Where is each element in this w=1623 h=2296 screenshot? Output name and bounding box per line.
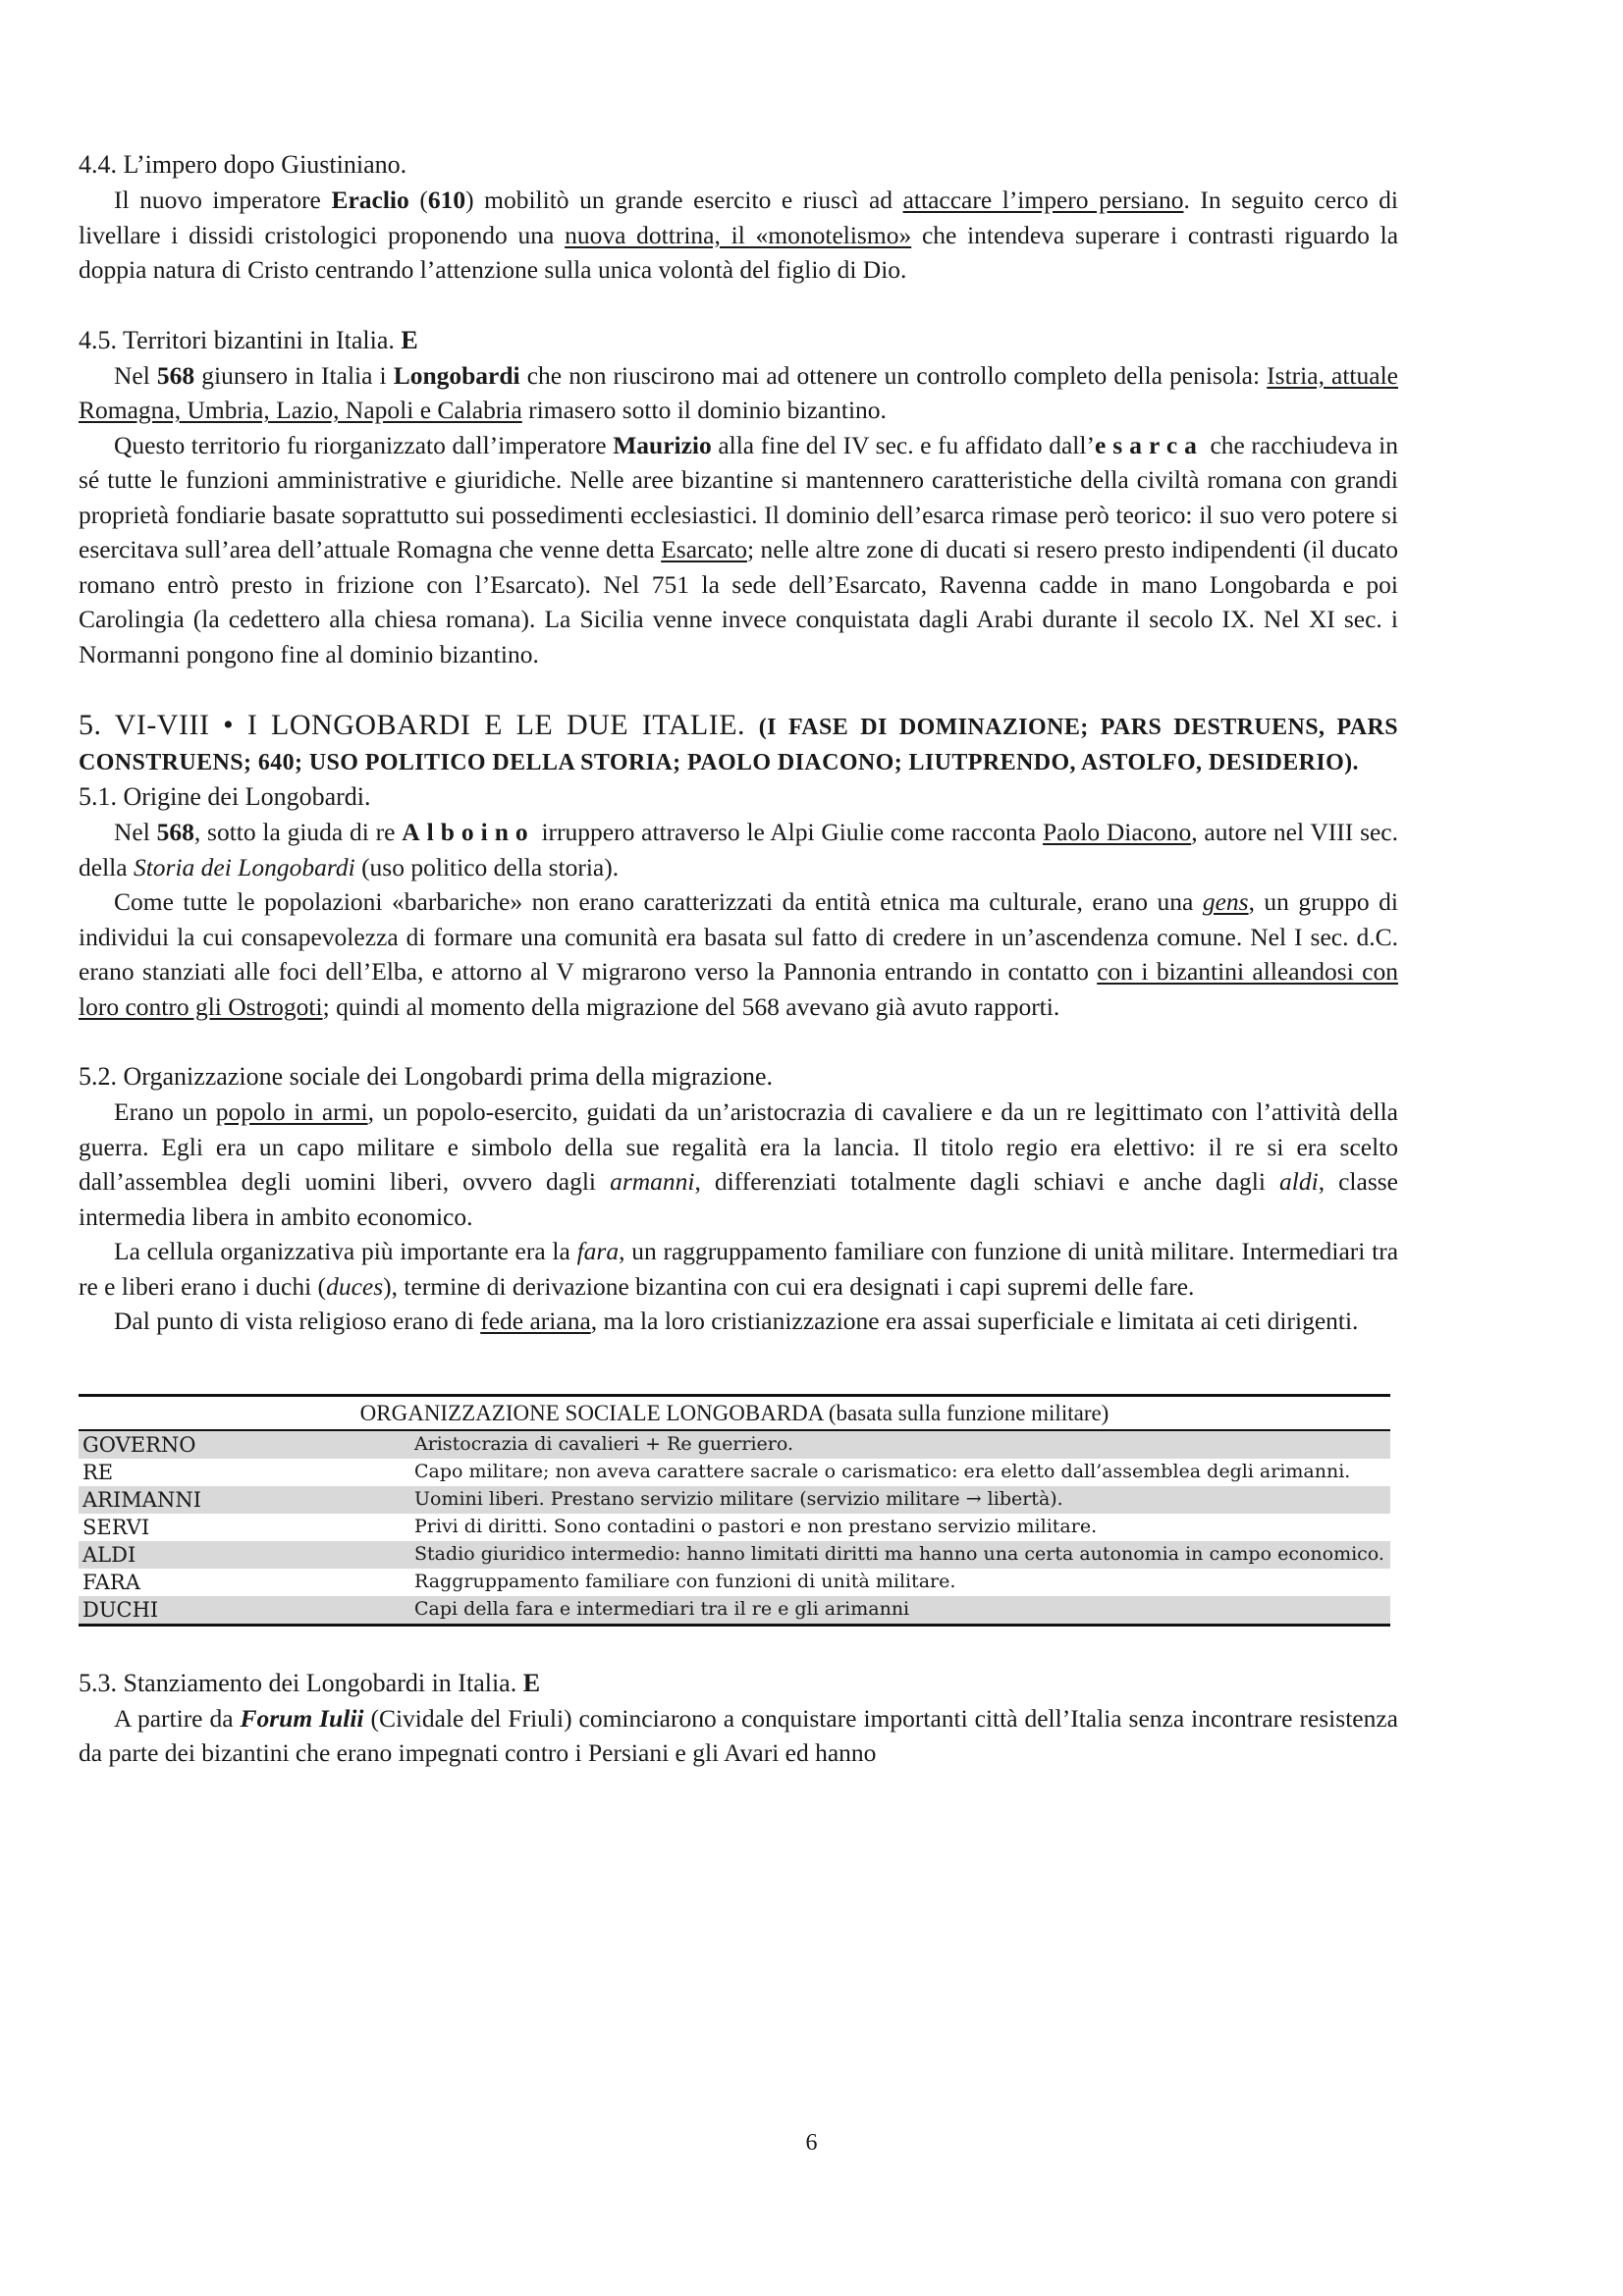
section-4-4-paragraph: Il nuovo imperatore Eraclio (610) mobilitò un grande esercito e riuscì ad attaccare l’impero persiano. In seguito cerco di livellare i dissidi cristologici proponendo una nuova dottrina, il «monotelismo» che intendeva superare i contrasti riguardo la doppia natura di Cristo centrando l’attenzione sulla unica volontà del figlio di Dio. — [79, 186, 1399, 284]
table-cell-value: Uomini liberi. Prestano servizio militare (servizio militare → libertà). — [410, 1486, 1390, 1514]
section-5-2-paragraph-3: Dal punto di vista religioso erano di fede ariana, ma la loro cristianizzazione era assai superficiale e limitata ai ceti dirigenti. — [114, 1307, 1359, 1335]
section-5-3-title: 5.3. Stanziamento dei Longobardi in Italia. E — [79, 1668, 541, 1697]
section-4-5-paragraph-2: Questo territorio fu riorganizzato dall’imperatore Maurizio alla fine del IV sec. e fu affidato dall’esarca che racchiudeva in sé tutte le funzioni amministrative e giuridiche. Nelle aree bizantine si mantennero caratteristiche della civiltà romana con grandi proprietà fondiarie basate soprattutto sui possedimenti ecclesiastici. Il dominio dell’esarca rimase però teorico: il suo vero potere si esercitava sull’area dell’attuale Romagna che venne detta Esarcato; nelle altre zone di ducati si resero presto indipendenti (il ducato romano entrò presto in frizione con l’Esarcato). Nel 751 la sede dell’Esarcato, Ravenna cadde in mano Longobarda e poi Carolingia (la cedettero alla chiesa romana). La Sicilia venne invece conquistata dagli Arabi durante il secolo IX. Nel XI sec. i Normanni pongono fine al dominio bizantino. — [79, 430, 1399, 668]
table-cell-key: SERVI — [82, 1515, 150, 1539]
table-cell-key: DUCHI — [79, 1596, 410, 1624]
table-row — [79, 1596, 1390, 1624]
section-5-2-paragraph-1: Erano un popolo in armi, un popolo-esercito, guidati da un’aristocrazia di cavaliere e da un re legittimato con l’attività della guerra. Egli era un capo militare e simbolo della sue regalità era la lancia. Il titolo regio era elettivo: il re si era scelto dall’assemblea degli uomini liberi, ovvero dagli armanni, differenziati totalmente dagli schiavi e anche dagli aldi, classe intermedia libera in ambito economico. — [79, 1097, 1398, 1231]
table-cell-value: Stadio giuridico intermedio: hanno limitati diritti ma hanno una certa autonomia in campo economico. — [410, 1541, 1390, 1569]
table-cell-value: Capo militare; non aveva carattere sacrale o carismatico: era eletto dall’assemblea degli arimanni. — [414, 1461, 1351, 1482]
table-row — [79, 1431, 1390, 1459]
table-cell-key: ARIMANNI — [79, 1486, 410, 1514]
table-row — [79, 1514, 1390, 1541]
table-title: ORGANIZZAZIONE SOCIALE LONGOBARDA (basata sulla funzione militare) — [79, 1397, 1390, 1431]
section-5-2-paragraph-2: La cellula organizzativa più importante era la fara, un raggruppamento familiare con funzione di unità militare. Intermediari tra re e liberi erano i duchi (duces), termine di derivazione bizantina con cui era designati i capi supremi delle fare. — [79, 1237, 1399, 1301]
section-5-1-title: 5.1. Origine dei Longobardi. — [79, 782, 371, 811]
section-5-3-paragraph-1: A partire da Forum Iulii (Cividale del Friuli) cominciarono a conquistare importanti città dell’Italia senza incontrare resistenza da parte dei bizantini che erano impegnati contro i Persiani e gli Avari ed hanno — [79, 1703, 1398, 1767]
table-cell-key: FARA — [82, 1570, 140, 1594]
table-cell-key: RE — [82, 1460, 114, 1484]
section-5-1-paragraph-1: Nel 568, sotto la giuda di re Alboino irruppero attraverso le Alpi Giulie come racconta Paolo Diacono, autore nel VIII sec. della Storia dei Longobardi (uso politico della storia). — [79, 818, 1399, 881]
table-cell-value: Aristocrazia di cavalieri + Re guerriero. — [410, 1431, 1390, 1459]
section-4-4-title: 4.4. L’impero dopo Giustiniano. — [79, 150, 407, 179]
table-cell-key: ALDI — [79, 1541, 410, 1569]
table-cell-value: Capi della fara e intermediari tra il re e gli arimanni — [410, 1596, 1390, 1624]
table-row — [79, 1459, 1390, 1486]
section-4-5-title: 4.5. Territori bizantini in Italia. E — [79, 325, 418, 354]
table-body — [79, 1431, 1390, 1624]
section-4-5-paragraph-1: Nel 568 giunsero in Italia i Longobardi che non riuscirono mai ad ottenere un controllo completo della penisola: Istria, attuale Romagna, Umbria, Lazio, Napoli e Calabria rimasero sotto il dominio bizantino. — [79, 360, 1398, 424]
social-organization-table — [79, 1394, 1390, 1627]
chapter-5-title: 5. VI-VIII • I LONGOBARDI E LE DUE ITALIE. (I FASE DI DOMINAZIONE; PARS DESTRUENS, PARS CONSTRUENS; 640; USO POLITICO DELLA STORIA; PAOLO DIACONO; LIUTPRENDO, ASTOLFO, DESIDERIO). — [79, 709, 1398, 775]
page-number: 6 — [805, 2130, 818, 2156]
table-cell-value: Privi di diritti. Sono contadini o pastori e non prestano servizio militare. — [414, 1516, 1098, 1537]
document-page — [79, 147, 1398, 1771]
table-row — [79, 1569, 1390, 1596]
table-cell-value: Raggruppamento familiare con funzioni di unità militare. — [414, 1571, 956, 1592]
table-row — [79, 1541, 1390, 1569]
table-row — [79, 1486, 1390, 1514]
table-cell-key: GOVERNO — [79, 1431, 410, 1459]
section-5-2-title: 5.2. Organizzazione sociale dei Longobardi prima della migrazione. — [79, 1062, 774, 1091]
section-5-1-paragraph-2: Come tutte le popolazioni «barbariche» non erano caratterizzati da entità etnica ma culturale, erano una gens, un gruppo di individui la cui consapevolezza di formare una comunità era basata sul fatto di credere in un’ascendenza comune. Nel I sec. d.C. erano stanziati alle foci dell’Elba, e attorno al V migrarono verso la Pannonia entrando in contatto con i bizantini alleandosi con loro contro gli Ostrogoti; quindi al momento della migrazione del 568 avevano già avuto rapporti. — [79, 887, 1398, 1021]
